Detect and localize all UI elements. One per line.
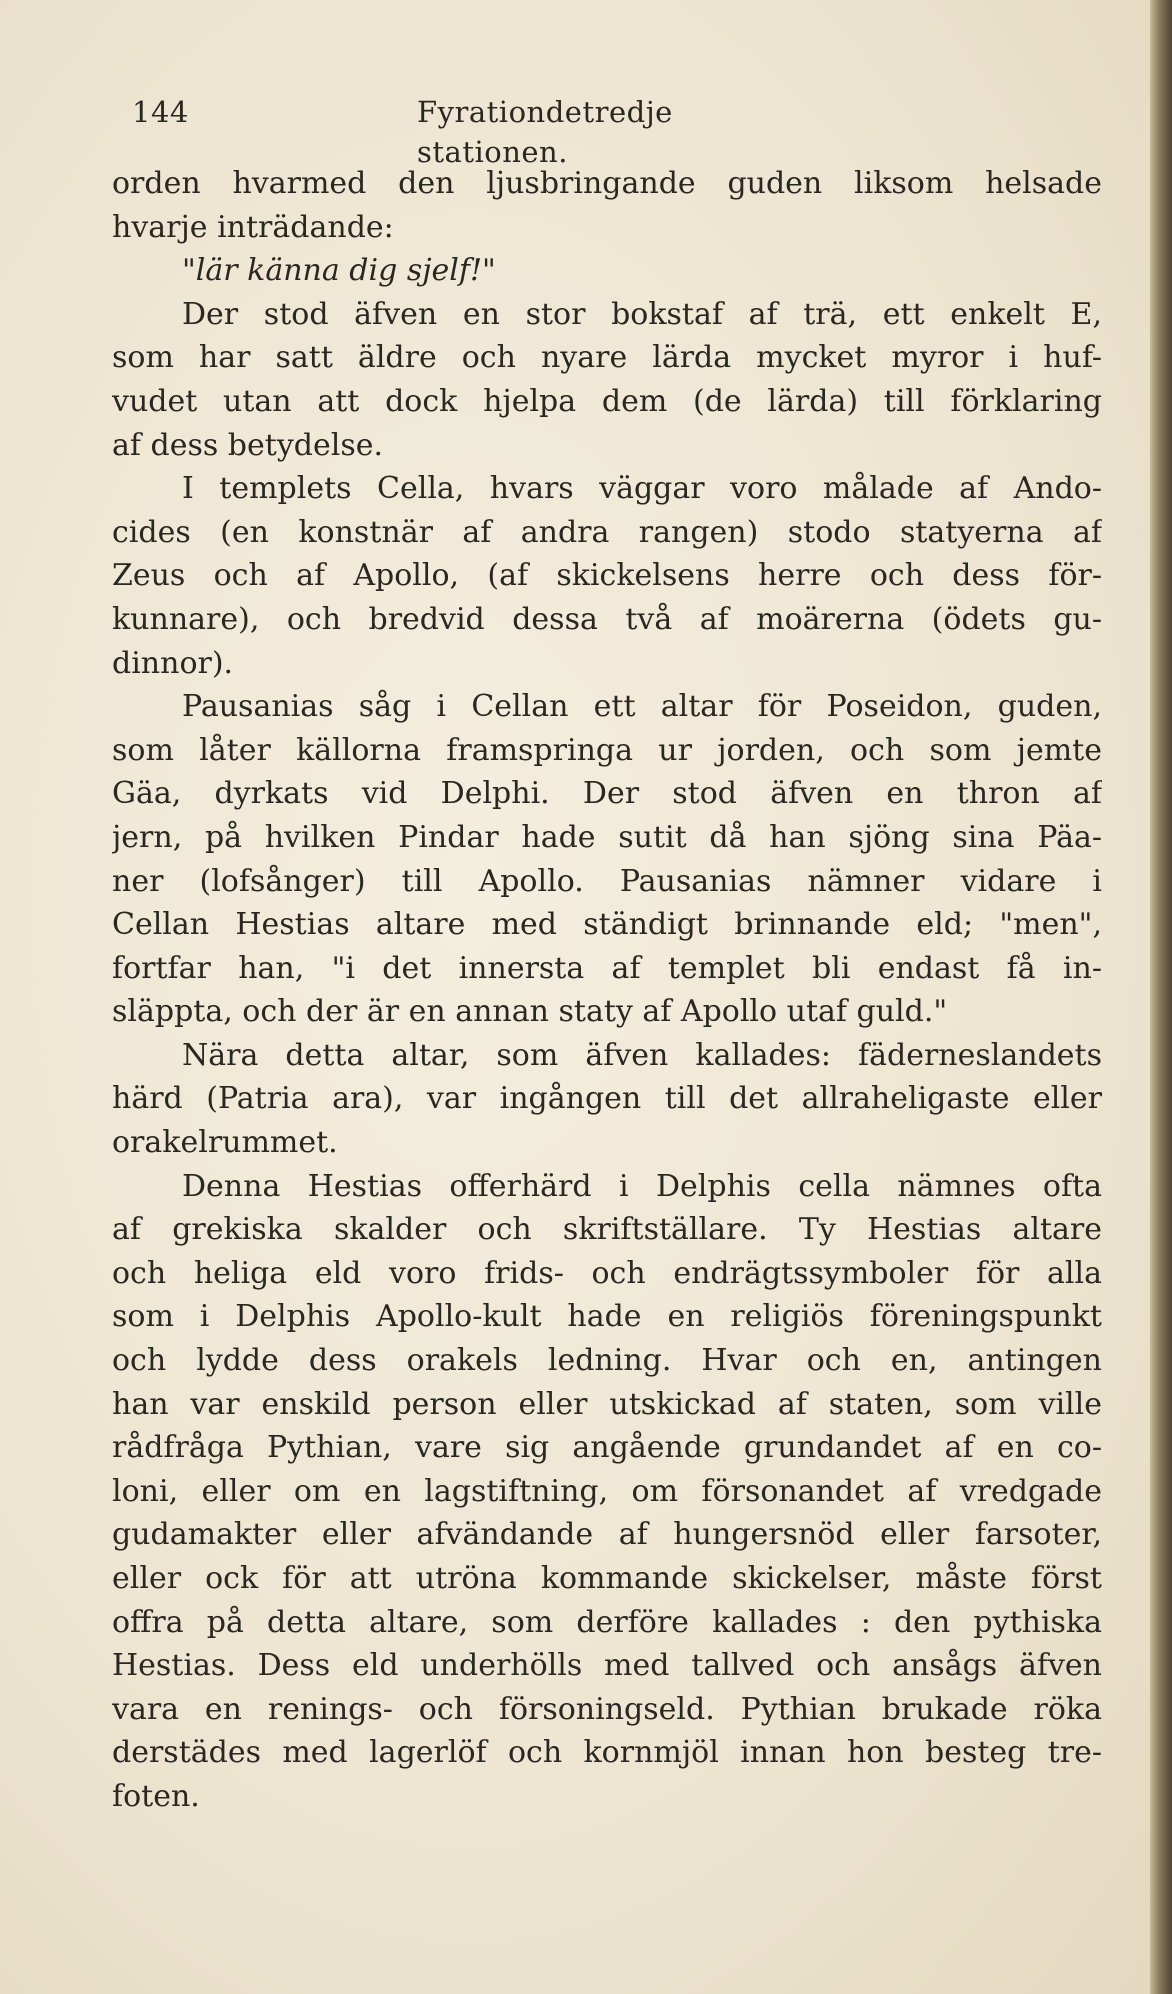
text-line: loni, eller om en lagstiftning, om försonandet af vredgade: [112, 1473, 1102, 1509]
text-line: som har satt äldre och nyare lärda mycket myror i huf-: [112, 340, 1102, 376]
body-text: [112, 162, 1102, 1819]
text-line: offra på detta altare, som derföre kallades : den pythiska: [112, 1604, 1102, 1640]
text-line: jern, på hvilken Pindar hade sutit då han sjöng sina Päa-: [112, 819, 1102, 855]
text-line: Zeus och af Apollo, (af skickelsens herre och dess för-: [112, 558, 1102, 594]
text-line: hvarje inträdande:: [112, 209, 394, 245]
text-line: orakelrummet.: [112, 1125, 338, 1161]
page-header: [132, 92, 832, 169]
text-line: Pausanias såg i Cellan ett altar för Poseidon, guden,: [182, 689, 1102, 725]
text-line: vudet utan att dock hjelpa dem (de lärda) till förklaring: [112, 383, 1102, 419]
text-line: som låter källorna framspringa ur jorden, och som jemte: [112, 732, 1102, 768]
text-line: härd (Patria ara), var ingången till det allraheligaste eller: [112, 1081, 1102, 1117]
page-edge-shadow: [1150, 0, 1172, 1994]
text-line: derstädes med lagerlöf och kornmjöl innan hon besteg tre-: [112, 1735, 1102, 1771]
running-title: Fyrationdetredje stationen.: [417, 95, 673, 169]
text-line: som i Delphis Apollo-kult hade en religiös föreningspunkt: [112, 1299, 1102, 1335]
text-line: Nära detta altar, som äfven kallades: fäderneslandets: [182, 1037, 1102, 1073]
text-line: kunnare), och bredvid dessa två af moärerna (ödets gu-: [112, 601, 1102, 637]
text-line: Der stod äfven en stor bokstaf af trä, ett enkelt E,: [182, 296, 1102, 332]
text-line: foten.: [112, 1778, 200, 1814]
text-line: gudamakter eller afvändande af hungersnöd eller farsoter,: [112, 1517, 1102, 1553]
text-line: af grekiska skalder och skriftställare. Ty Hestias altare: [112, 1212, 1102, 1248]
text-line: Hestias. Dess eld underhölls med tallved och ansågs äfven: [112, 1648, 1102, 1684]
text-line: Denna Hestias offerhärd i Delphis cella nämnes ofta: [182, 1168, 1102, 1204]
text-line: orden hvarmed den ljusbringande guden liksom helsade: [112, 166, 1102, 201]
text-line: Gäa, dyrkats vid Delphi. Der stod äfven en thron af: [112, 776, 1102, 812]
text-line: släppta, och der är en annan staty af Apollo utaf guld.": [112, 994, 948, 1030]
text-line: fortfar han, "i det innersta af templet bli endast få in-: [112, 950, 1102, 986]
text-line: rådfråga Pythian, vare sig angående grundandet af en co-: [112, 1430, 1102, 1466]
text-line: vara en renings- och försoningseld. Pythian brukade röka: [112, 1691, 1102, 1727]
text-line: dinnor).: [112, 645, 234, 681]
text-line: eller ock för att utröna kommande skickelser, måste först: [112, 1561, 1102, 1596]
text-line: ner (lofsånger) till Apollo. Pausanias nämner vidare i: [112, 863, 1102, 899]
text-line: I templets Cella, hvars väggar voro målade af Ando-: [182, 471, 1102, 507]
text-line: "lär känna dig sjelf!": [182, 253, 496, 289]
text-line: af dess betydelse.: [112, 427, 384, 463]
text-line: han var enskild person eller utskickad af staten, som ville: [112, 1386, 1102, 1422]
text-line: och lydde dess orakels ledning. Hvar och en, antingen: [112, 1343, 1102, 1379]
text-line: Cellan Hestias altare med ständigt brinnande eld; "men",: [112, 907, 1102, 943]
page-number: 144: [132, 95, 189, 129]
text-line: och heliga eld voro frids- och endrägtssymboler för alla: [112, 1255, 1102, 1291]
text-line: cides (en konstnär af andra rangen) stodo statyerna af: [112, 514, 1102, 550]
